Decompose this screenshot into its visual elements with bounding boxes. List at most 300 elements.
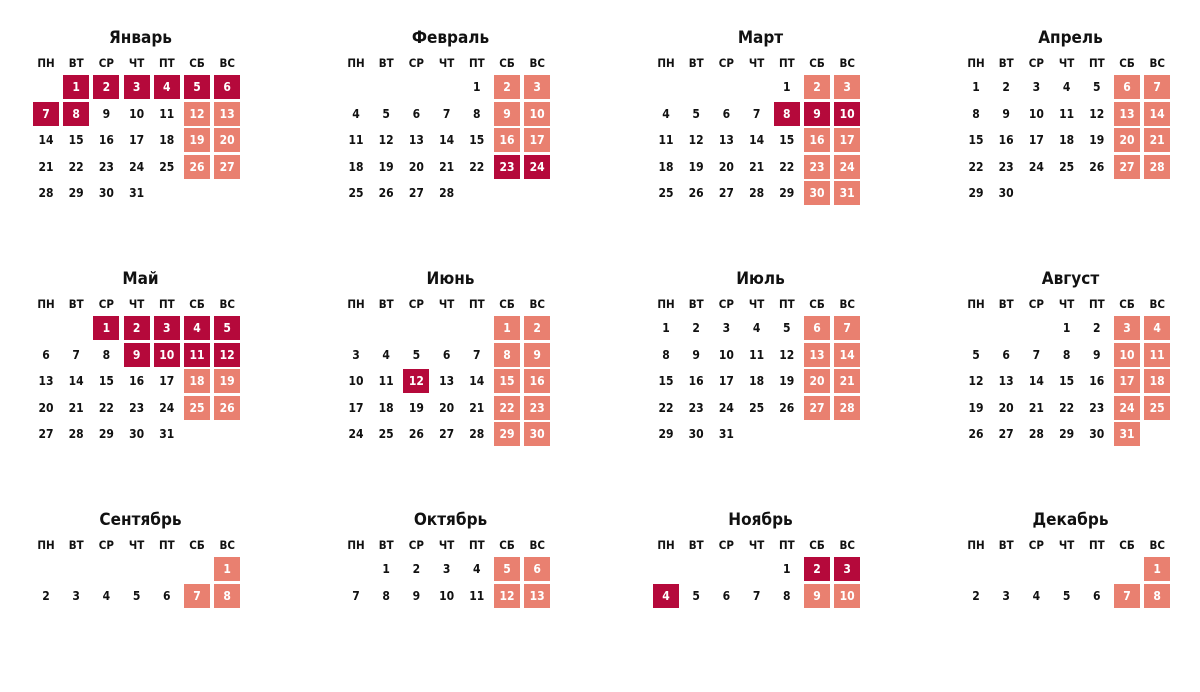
day-cell: 10: [718, 347, 734, 362]
day-cell-holiday: 8: [774, 102, 800, 126]
weekday-header: ЧТ: [438, 56, 455, 70]
day-cell: 24: [348, 427, 364, 442]
day-cell: 12: [968, 374, 984, 389]
day-cell: 1: [473, 80, 481, 94]
day-cell: 19: [1089, 133, 1105, 148]
month-2: [343, 0, 558, 210]
weekday-header: СБ: [809, 297, 825, 311]
weekday-header: ВТ: [68, 56, 84, 70]
day-cell-holiday: 2: [93, 75, 119, 99]
weekday-header: ВТ: [688, 56, 704, 70]
month-5: [33, 241, 248, 451]
month-title: Май: [122, 269, 159, 289]
day-cell: 8: [382, 588, 390, 603]
day-cell: 16: [1089, 374, 1105, 389]
day-cell: 9: [1002, 106, 1010, 121]
day-cell: 25: [749, 400, 765, 415]
day-cell-weekend: 2: [804, 75, 830, 99]
day-cell-weekend: 20: [1114, 128, 1140, 152]
day-cell: 20: [439, 400, 455, 415]
day-cell-weekend: 9: [524, 343, 550, 367]
day-cell: 8: [473, 106, 481, 121]
month-title: Апрель: [1038, 28, 1103, 48]
day-cell: 4: [382, 347, 390, 362]
day-cell: 22: [779, 159, 795, 174]
weekday-header: ЧТ: [438, 297, 455, 311]
day-cell-weekend: 1: [494, 316, 520, 340]
day-cell: 25: [159, 159, 175, 174]
weekday-header: ЧТ: [748, 56, 765, 70]
month-9: [33, 482, 248, 692]
day-cell-weekend: 17: [834, 128, 860, 152]
day-cell: 25: [1059, 159, 1075, 174]
day-cell-weekend: 13: [524, 584, 550, 608]
month-1: [33, 0, 248, 210]
day-cell-weekend: 28: [834, 396, 860, 420]
weekday-header: ЧТ: [748, 297, 765, 311]
day-cell-weekend: 31: [1114, 422, 1140, 446]
day-cell: 1: [972, 80, 980, 94]
day-cell: 27: [439, 427, 455, 442]
weekday-header: ЧТ: [1058, 538, 1075, 552]
day-cell: 16: [688, 374, 704, 389]
day-cell: 7: [752, 588, 761, 603]
day-cell: 2: [412, 562, 421, 576]
weekday-header: ПТ: [468, 56, 485, 70]
day-cell-weekend: 27: [1114, 155, 1140, 179]
day-cell-weekend: 1: [1144, 557, 1170, 581]
day-cell: 3: [442, 562, 451, 576]
day-cell: 23: [688, 400, 704, 415]
weekday-header: СБ: [499, 56, 515, 70]
day-cell: 25: [348, 186, 364, 201]
day-cell-weekend: 13: [1114, 102, 1140, 126]
weekday-header: ВТ: [998, 56, 1014, 70]
weekday-header: СБ: [809, 538, 825, 552]
weekday-header: ПН: [657, 56, 675, 70]
month-title: Январь: [109, 28, 172, 48]
weekday-header: ВС: [219, 56, 235, 70]
weekday-header: СР: [718, 538, 734, 552]
day-cell: 5: [382, 106, 390, 121]
day-cell: 21: [749, 159, 765, 174]
weekday-header: ПН: [967, 538, 985, 552]
day-cell: 12: [779, 347, 795, 362]
day-cell-weekend: 2: [494, 75, 520, 99]
month-3: [653, 0, 868, 210]
day-cell: 28: [469, 427, 485, 442]
day-cell: 7: [442, 106, 451, 121]
day-cell: 22: [68, 159, 84, 174]
weekday-header: ПН: [967, 56, 985, 70]
day-cell: 6: [412, 106, 421, 121]
day-cell-weekend: 27: [804, 396, 830, 420]
day-cell: 6: [442, 347, 451, 362]
day-cell-weekend: 30: [524, 422, 550, 446]
day-cell-weekend: 4: [1144, 316, 1170, 340]
day-cell-holiday: 10: [834, 102, 860, 126]
day-cell: 5: [412, 347, 421, 362]
day-cell-weekend: 7: [1144, 75, 1170, 99]
weekday-header: ПН: [347, 297, 365, 311]
day-cell-weekend: 8: [1144, 584, 1170, 608]
day-cell-weekend: 23: [524, 396, 550, 420]
weekday-header: СР: [98, 538, 114, 552]
weekday-header: ПН: [37, 538, 55, 552]
weekday-header: ПТ: [1088, 56, 1105, 70]
weekday-header: ЧТ: [128, 56, 145, 70]
day-cell: 29: [968, 186, 984, 201]
day-cell: 15: [98, 374, 114, 389]
weekday-header: ВС: [1149, 56, 1165, 70]
weekday-header: ВС: [1149, 538, 1165, 552]
day-cell: 15: [469, 133, 485, 148]
day-cell: 13: [718, 133, 734, 148]
day-cell-weekend: 7: [184, 584, 210, 608]
weekday-header: ВТ: [68, 538, 84, 552]
day-cell: 29: [68, 186, 84, 201]
day-cell: 29: [1059, 427, 1075, 442]
day-cell: 20: [998, 400, 1014, 415]
day-cell-holiday: 2: [124, 316, 150, 340]
day-cell-weekend: 2: [524, 316, 550, 340]
day-cell: 24: [1028, 159, 1044, 174]
day-cell-weekend: 28: [1144, 155, 1170, 179]
weekday-header: СР: [408, 297, 424, 311]
weekday-header: ПН: [37, 56, 55, 70]
day-cell-holiday: 23: [494, 155, 520, 179]
day-cell: 16: [998, 133, 1014, 148]
month-7: [653, 241, 868, 451]
day-cell: 25: [658, 186, 674, 201]
day-cell: 5: [783, 321, 791, 335]
day-cell: 1: [783, 80, 791, 94]
day-cell: 13: [998, 374, 1014, 389]
day-cell: 14: [469, 374, 485, 389]
day-cell: 11: [1059, 106, 1075, 121]
weekday-header: ВС: [529, 56, 545, 70]
day-cell: 12: [1089, 106, 1105, 121]
day-cell: 19: [968, 400, 984, 415]
day-cell-weekend: 17: [1114, 369, 1140, 393]
day-cell: 8: [1062, 347, 1071, 362]
day-cell-weekend: 16: [804, 128, 830, 152]
day-cell-weekend: 12: [494, 584, 520, 608]
day-cell: 24: [129, 159, 145, 174]
day-cell-weekend: 3: [524, 75, 550, 99]
day-cell-weekend: 25: [184, 396, 210, 420]
day-cell: 17: [1028, 133, 1044, 148]
day-cell: 29: [658, 427, 674, 442]
day-cell: 18: [159, 133, 175, 148]
day-cell-holiday: 3: [154, 316, 180, 340]
day-cell: 10: [1028, 106, 1044, 121]
weekday-header: СБ: [1119, 56, 1135, 70]
day-cell: 29: [779, 186, 795, 201]
day-cell: 8: [102, 347, 111, 362]
day-cell: 30: [129, 427, 145, 442]
day-cell: 19: [378, 159, 394, 174]
day-cell: 16: [98, 133, 114, 148]
day-cell-weekend: 16: [524, 369, 550, 393]
month-title: Июль: [736, 269, 785, 289]
day-cell-holiday: 1: [93, 316, 119, 340]
day-cell-holiday: 4: [154, 75, 180, 99]
weekday-header: СР: [718, 56, 734, 70]
day-cell: 30: [688, 427, 704, 442]
day-cell-holiday: 10: [154, 343, 180, 367]
day-cell-weekend: 15: [494, 369, 520, 393]
day-cell: 23: [98, 159, 114, 174]
month-4: [963, 0, 1178, 210]
weekday-header: ПТ: [778, 297, 795, 311]
weekday-header: СБ: [189, 56, 205, 70]
weekday-header: СБ: [1119, 538, 1135, 552]
day-cell: 11: [348, 133, 364, 148]
day-cell: 21: [469, 400, 485, 415]
day-cell: 18: [749, 374, 765, 389]
weekday-header: ПТ: [158, 538, 175, 552]
day-cell-weekend: 24: [1114, 396, 1140, 420]
weekday-header: СР: [408, 538, 424, 552]
day-cell: 17: [129, 133, 145, 148]
weekday-header: ПТ: [468, 538, 485, 552]
day-cell-weekend: 9: [494, 102, 520, 126]
weekday-header: ВС: [529, 297, 545, 311]
day-cell: 23: [129, 400, 145, 415]
month-10: [343, 482, 558, 692]
weekday-header: ЧТ: [128, 538, 145, 552]
day-cell: 12: [688, 133, 704, 148]
day-cell: 11: [749, 347, 765, 362]
day-cell-weekend: 10: [524, 102, 550, 126]
weekday-header: СР: [98, 297, 114, 311]
weekday-header: ПН: [347, 56, 365, 70]
day-cell: 19: [408, 400, 424, 415]
weekday-header: ПН: [657, 297, 675, 311]
month-title: Октябрь: [413, 510, 488, 530]
weekday-header: ВТ: [378, 297, 394, 311]
day-cell: 11: [469, 588, 485, 603]
day-cell: 12: [378, 133, 394, 148]
weekday-header: СБ: [499, 297, 515, 311]
day-cell: 26: [378, 186, 394, 201]
day-cell: 3: [1002, 588, 1010, 603]
weekday-header: СР: [98, 56, 114, 70]
day-cell: 19: [779, 374, 795, 389]
day-cell: 17: [718, 374, 734, 389]
day-cell: 3: [72, 588, 80, 603]
day-cell: 10: [348, 374, 364, 389]
weekday-header: ВТ: [998, 297, 1014, 311]
day-cell: 27: [38, 427, 54, 442]
weekday-header: ПТ: [158, 297, 175, 311]
day-cell: 4: [752, 321, 761, 335]
day-cell: 4: [1062, 80, 1071, 94]
day-cell-weekend: 7: [1114, 584, 1140, 608]
weekday-header: СБ: [189, 297, 205, 311]
day-cell: 9: [1093, 347, 1101, 362]
day-cell: 11: [378, 374, 394, 389]
day-cell: 18: [1059, 133, 1075, 148]
day-cell: 4: [352, 106, 360, 121]
weekday-header: ПН: [657, 538, 675, 552]
day-cell: 15: [1059, 374, 1075, 389]
day-cell: 2: [692, 321, 700, 335]
weekday-header: ВС: [839, 297, 855, 311]
month-11: [653, 482, 868, 692]
day-cell-weekend: 8: [494, 343, 520, 367]
day-cell-weekend: 19: [214, 369, 240, 393]
weekday-header: ВС: [529, 538, 545, 552]
day-cell: 28: [749, 186, 765, 201]
day-cell: 13: [38, 374, 54, 389]
day-cell-weekend: 14: [1144, 102, 1170, 126]
month-title: Сентябрь: [99, 510, 182, 530]
day-cell-weekend: 6: [1114, 75, 1140, 99]
weekday-header: ЧТ: [128, 297, 145, 311]
weekday-header: ВС: [839, 538, 855, 552]
day-cell-weekend: 5: [494, 557, 520, 581]
day-cell-weekend: 29: [494, 422, 520, 446]
day-cell: 5: [1093, 80, 1101, 94]
day-cell-holiday: 9: [804, 102, 830, 126]
month-title: Декабрь: [1032, 510, 1109, 530]
day-cell-weekend: 26: [214, 396, 240, 420]
day-cell-weekend: 31: [834, 181, 860, 205]
day-cell: 5: [1062, 588, 1071, 603]
day-cell: 2: [1093, 321, 1101, 335]
day-cell-weekend: 27: [214, 155, 240, 179]
month-12: [963, 482, 1178, 692]
day-cell-holiday: 6: [214, 75, 240, 99]
weekday-header: ПН: [37, 297, 55, 311]
day-cell-weekend: 13: [804, 343, 830, 367]
day-cell: 7: [473, 347, 481, 362]
day-cell-weekend: 10: [1114, 343, 1140, 367]
day-cell-weekend: 21: [1144, 128, 1170, 152]
day-cell: 11: [159, 106, 175, 121]
day-cell: 15: [968, 133, 984, 148]
day-cell-weekend: 20: [214, 128, 240, 152]
day-cell: 5: [132, 588, 141, 603]
day-cell: 9: [692, 347, 700, 362]
day-cell: 21: [38, 159, 54, 174]
day-cell-holiday: 4: [184, 316, 210, 340]
day-cell-weekend: 18: [184, 369, 210, 393]
day-cell: 18: [378, 400, 394, 415]
day-cell-weekend: 11: [1144, 343, 1170, 367]
day-cell-weekend: 17: [524, 128, 550, 152]
day-cell-holiday: 7: [33, 102, 59, 126]
weekday-header: ВС: [839, 56, 855, 70]
weekday-header: СР: [718, 297, 734, 311]
day-cell: 23: [998, 159, 1014, 174]
weekday-header: ЧТ: [748, 538, 765, 552]
day-cell-holiday: 5: [184, 75, 210, 99]
month-title: Август: [1041, 269, 1100, 289]
month-6: [343, 241, 558, 451]
day-cell-holiday: 4: [653, 584, 679, 608]
weekday-header: ЧТ: [1058, 297, 1075, 311]
weekday-header: ЧТ: [438, 538, 455, 552]
day-cell: 10: [129, 106, 145, 121]
day-cell: 15: [658, 374, 674, 389]
day-cell: 4: [473, 562, 481, 576]
day-cell-holiday: 3: [124, 75, 150, 99]
weekday-header: ВТ: [68, 297, 84, 311]
day-cell: 4: [662, 106, 670, 121]
weekday-header: СБ: [499, 538, 515, 552]
day-cell: 31: [129, 186, 145, 201]
day-cell: 21: [68, 400, 84, 415]
weekday-header: СР: [1028, 56, 1044, 70]
day-cell: 6: [42, 347, 50, 362]
day-cell: 22: [968, 159, 984, 174]
day-cell: 26: [1089, 159, 1105, 174]
weekday-header: СБ: [189, 538, 205, 552]
day-cell: 20: [408, 159, 424, 174]
day-cell-weekend: 21: [834, 369, 860, 393]
day-cell: 2: [972, 588, 980, 603]
day-cell: 1: [662, 321, 670, 335]
weekday-header: ПН: [967, 297, 985, 311]
day-cell: 23: [1089, 400, 1105, 415]
day-cell-weekend: 9: [804, 584, 830, 608]
day-cell-holiday: 12: [403, 369, 429, 393]
day-cell: 21: [439, 159, 455, 174]
day-cell: 18: [348, 159, 364, 174]
day-cell-holiday: 24: [524, 155, 550, 179]
day-cell-weekend: 26: [184, 155, 210, 179]
day-cell-weekend: 16: [494, 128, 520, 152]
day-cell: 14: [439, 133, 455, 148]
day-cell: 15: [68, 133, 84, 148]
weekday-header: ВТ: [998, 538, 1014, 552]
day-cell: 1: [1062, 321, 1071, 335]
day-cell: 27: [718, 186, 734, 201]
month-title: Март: [737, 28, 784, 48]
day-cell: 26: [408, 427, 424, 442]
day-cell-weekend: 14: [834, 343, 860, 367]
day-cell: 26: [968, 427, 984, 442]
day-cell: 13: [408, 133, 424, 148]
weekday-header: ПТ: [158, 56, 175, 70]
day-cell-weekend: 25: [1144, 396, 1170, 420]
day-cell: 31: [159, 427, 175, 442]
day-cell-weekend: 24: [834, 155, 860, 179]
day-cell: 27: [998, 427, 1014, 442]
day-cell: 6: [722, 588, 731, 603]
day-cell: 11: [658, 133, 674, 148]
weekday-header: ВС: [219, 538, 235, 552]
day-cell: 5: [972, 347, 980, 362]
day-cell: 7: [352, 588, 360, 603]
weekday-header: СР: [1028, 297, 1044, 311]
day-cell: 28: [68, 427, 84, 442]
day-cell-weekend: 23: [804, 155, 830, 179]
day-cell: 18: [658, 159, 674, 174]
weekday-header: ЧТ: [1058, 56, 1075, 70]
day-cell: 6: [1002, 347, 1010, 362]
weekday-header: ВТ: [378, 56, 394, 70]
weekday-header: СБ: [1119, 297, 1135, 311]
day-cell: 9: [102, 106, 111, 121]
weekday-header: ВС: [219, 297, 235, 311]
day-cell-weekend: 22: [494, 396, 520, 420]
month-8: [963, 241, 1178, 451]
weekday-header: ВТ: [378, 538, 394, 552]
